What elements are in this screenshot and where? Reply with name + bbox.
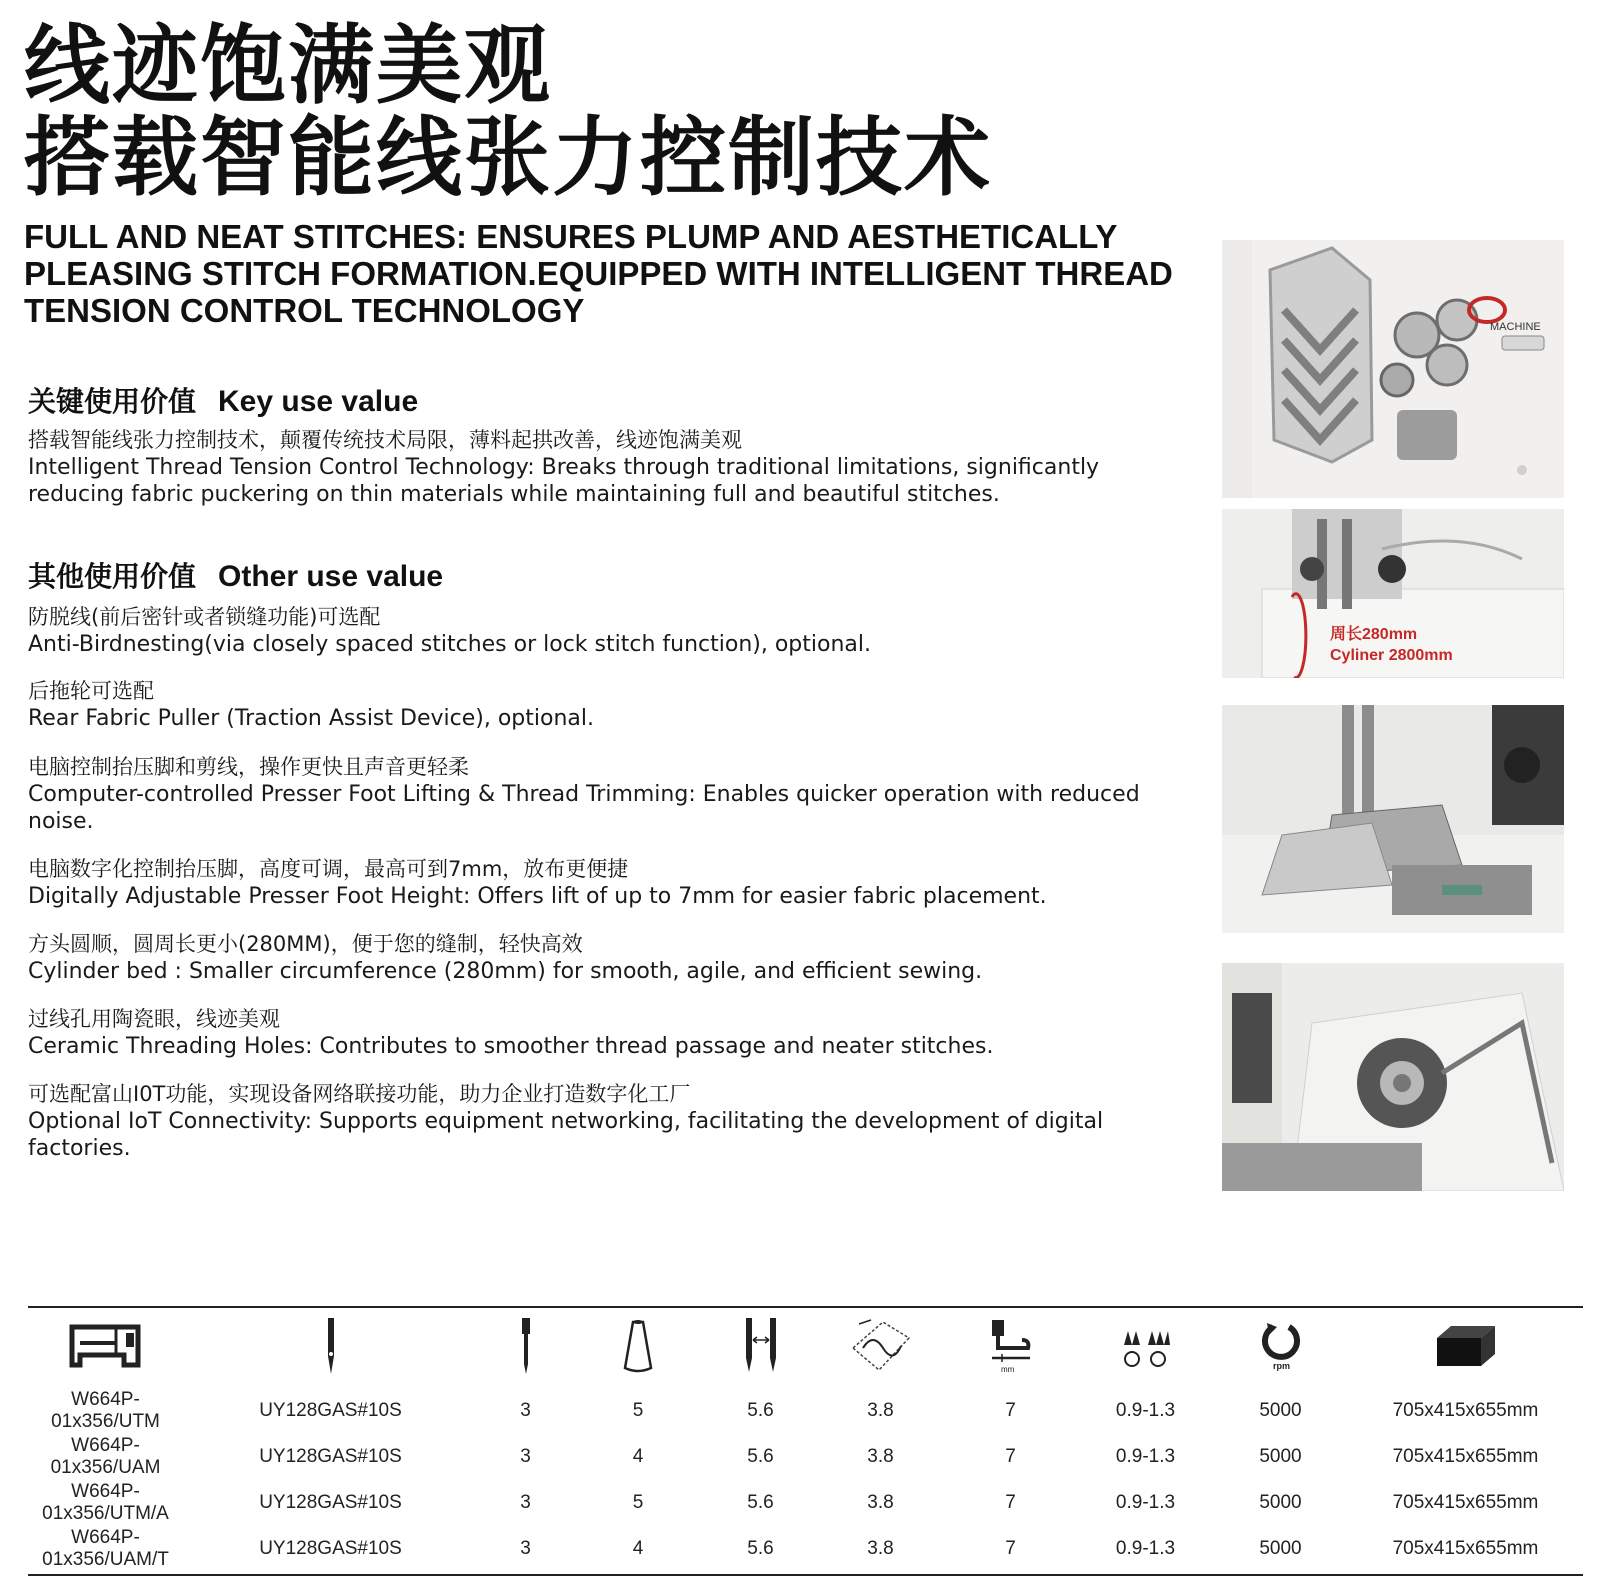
photo-thread-tension-unit — [1222, 240, 1564, 498]
table-cell: 0.9-1.3 — [1115, 1538, 1176, 1559]
table-cell: 0.9-1.3 — [1115, 1492, 1176, 1513]
spec-header-cell — [1348, 1310, 1583, 1388]
photo-cylinder-bed — [1222, 509, 1564, 678]
spec-header-cell — [28, 1310, 183, 1388]
other-use-item-en: Anti-Birdnesting(via closely spaced stitches or lock stitch function), optional. — [28, 632, 871, 657]
table-cell: UY128GAS#10S — [259, 1492, 402, 1513]
table-cell: 0.9-1.3 — [1115, 1446, 1176, 1467]
other-use-item-cn: 防脱线(前后密针或者锁缝功能)可选配 — [28, 605, 381, 629]
other-use-item-en: Optional IoT Connectivity: Supports equipment networking, facilitating the development of digital factories. — [28, 1109, 1104, 1161]
table-cell: 3 — [520, 1492, 531, 1513]
table-cell: 705x415x655mm — [1392, 1492, 1539, 1513]
headline-cn-line2: 搭载智能线张力控制技术 — [24, 108, 992, 208]
other-use-item — [28, 1006, 1178, 1060]
cylinder-circumference-label — [1330, 624, 1453, 666]
key-use-cn: 搭载智能线张力控制技术，颠覆传统技术局限，薄料起拱改善，线迹饱满美观 — [28, 428, 742, 452]
spec-table-top-rule — [28, 1306, 1583, 1308]
photo-presser-foot — [1222, 705, 1564, 933]
needle-gauge-icon — [741, 1316, 781, 1376]
spec-header-cell — [818, 1310, 943, 1388]
headline-cn — [24, 16, 992, 208]
thread-cone-icon — [621, 1318, 655, 1374]
other-use-item-cn: 过线孔用陶瓷眼，线迹美观 — [28, 1007, 280, 1031]
table-cell: 4 — [632, 1538, 644, 1559]
other-use-item-en: Cylinder bed : Smaller circumference (280mm) for smooth, agile, and efficient sewing. — [28, 959, 983, 984]
other-use-item-en: Digitally Adjustable Presser Foot Height: Offers lift of up to 7mm for easier fabric placement. — [28, 884, 1047, 909]
key-use-heading-cn: 关键使用价值 — [28, 386, 197, 417]
cylinder-label-en: Cyliner 2800mm — [1330, 647, 1453, 664]
photo-threading-holes — [1222, 963, 1564, 1191]
table-cell: 7 — [1005, 1538, 1016, 1559]
table-cell: 3.8 — [867, 1400, 894, 1421]
other-use-item-cn: 电脑数字化控制抬压脚，高度可调，最高可到7mm，放布更便捷 — [28, 857, 629, 881]
headline-cn-line1: 线迹饱满美观 — [24, 16, 552, 116]
table-cell: 5.6 — [747, 1538, 774, 1559]
presser-foot-mm-label: mm — [1000, 1365, 1014, 1374]
spec-header-cell — [1078, 1310, 1213, 1388]
table-cell: UY128GAS#10S — [259, 1538, 402, 1559]
table-cell: 3 — [520, 1538, 531, 1559]
key-use-en: Intelligent Thread Tension Control Technology: Breaks through traditional limitations, significantly reducing fabric puckering on thin materials while maintaining full and beautiful stitches. — [28, 455, 1100, 507]
table-cell: 5000 — [1259, 1538, 1302, 1559]
machine-badge-text: MACHINE — [1490, 321, 1541, 333]
cylinder-label-cn: 周长280mm — [1330, 626, 1418, 643]
key-use-paragraph — [28, 427, 1178, 508]
other-use-item — [28, 754, 1178, 835]
table-cell: 705x415x655mm — [1392, 1538, 1539, 1559]
table-cell: 3.8 — [867, 1446, 894, 1467]
table-cell: 705x415x655mm — [1392, 1400, 1539, 1421]
speed-rpm-icon — [1259, 1321, 1303, 1371]
spec-header-cell — [1213, 1310, 1348, 1388]
differential-feed-icon — [1120, 1323, 1172, 1369]
table-row — [28, 1434, 1583, 1480]
spec-header-cell — [573, 1310, 703, 1388]
table-cell: 7 — [1005, 1400, 1016, 1421]
presser-foot-lift-icon — [988, 1318, 1034, 1374]
table-cell: 5000 — [1259, 1492, 1302, 1513]
other-use-heading-en: Other use value — [218, 560, 444, 593]
key-use-heading — [28, 380, 418, 420]
package-size-icon — [1435, 1324, 1497, 1368]
table-cell: 7 — [1005, 1492, 1016, 1513]
other-use-item-en: Rear Fabric Puller (Traction Assist Device), optional. — [28, 706, 594, 731]
spec-header-cell — [703, 1310, 818, 1388]
spec-table-bottom-rule — [28, 1574, 1583, 1576]
spec-table — [28, 1310, 1583, 1572]
other-use-item — [28, 1081, 1178, 1162]
table-cell: 4 — [632, 1446, 644, 1467]
table-cell: W664P-01x356/UAM — [50, 1435, 161, 1478]
table-cell: 7 — [1005, 1446, 1016, 1467]
rpm-label: rpm — [1272, 1361, 1290, 1371]
table-cell: 5 — [632, 1492, 644, 1513]
table-cell: 3.8 — [867, 1538, 894, 1559]
table-cell: 5 — [632, 1400, 644, 1421]
table-cell: 3 — [520, 1446, 531, 1467]
table-cell: 5.6 — [747, 1446, 774, 1467]
other-use-heading — [28, 555, 443, 595]
stitch-length-icon — [849, 1318, 913, 1374]
headline-en: FULL AND NEAT STITCHES: ENSURES PLUMP AND AESTHETICALLY PLEASING STITCH FORMATION.EQUIPPED WITH INTELLIGENT THREAD TENSION CONTROL TECHNOLOGY — [24, 218, 1173, 329]
other-use-item-en: Computer-controlled Presser Foot Lifting & Thread Trimming: Enables quicker operation with reduced noise. — [28, 782, 1140, 834]
other-use-heading-cn: 其他使用价值 — [28, 561, 197, 592]
other-use-item — [28, 604, 1178, 658]
other-use-item — [28, 931, 1178, 985]
table-cell: 5.6 — [747, 1492, 774, 1513]
table-cell: 3.8 — [867, 1492, 894, 1513]
table-cell: 705x415x655mm — [1392, 1446, 1539, 1467]
other-use-item-cn: 方头圆顺，圆周长更小(280MM)，便于您的缝制，轻快高效 — [28, 932, 583, 956]
spec-header-row — [28, 1310, 1583, 1388]
other-use-item — [28, 856, 1178, 910]
other-use-item-en: Ceramic Threading Holes: Contributes to smoother thread passage and neater stitches. — [28, 1034, 994, 1059]
other-use-item-cn: 电脑控制抬压脚和剪线，操作更快且声音更轻柔 — [28, 755, 469, 779]
key-use-heading-en: Key use value — [218, 385, 419, 418]
spec-header-cell — [478, 1310, 573, 1388]
needle-count-icon — [516, 1316, 536, 1376]
table-cell: 0.9-1.3 — [1115, 1400, 1176, 1421]
table-cell: UY128GAS#10S — [259, 1446, 402, 1467]
table-cell: W664P-01x356/UTM — [51, 1389, 160, 1432]
sewing-machine-icon — [66, 1321, 146, 1371]
other-use-item — [28, 678, 1178, 732]
table-cell: 5.6 — [747, 1400, 774, 1421]
spec-header-cell — [183, 1310, 478, 1388]
spec-header-cell — [943, 1310, 1078, 1388]
table-row — [28, 1388, 1583, 1434]
table-cell: 3 — [520, 1400, 531, 1421]
table-cell: 5000 — [1259, 1400, 1302, 1421]
table-cell: UY128GAS#10S — [259, 1400, 402, 1421]
other-use-item-cn: 可选配富山I0T功能，实现设备网络联接功能，助力企业打造数字化工厂 — [28, 1082, 691, 1106]
table-cell: W664P-01x356/UTM/A — [42, 1481, 169, 1524]
table-row — [28, 1526, 1583, 1572]
other-use-item-cn: 后拖轮可选配 — [28, 679, 154, 703]
needle-icon — [321, 1316, 341, 1376]
table-cell: 5000 — [1259, 1446, 1302, 1467]
table-cell: W664P-01x356/UAM/T — [42, 1527, 169, 1570]
table-row — [28, 1480, 1583, 1526]
